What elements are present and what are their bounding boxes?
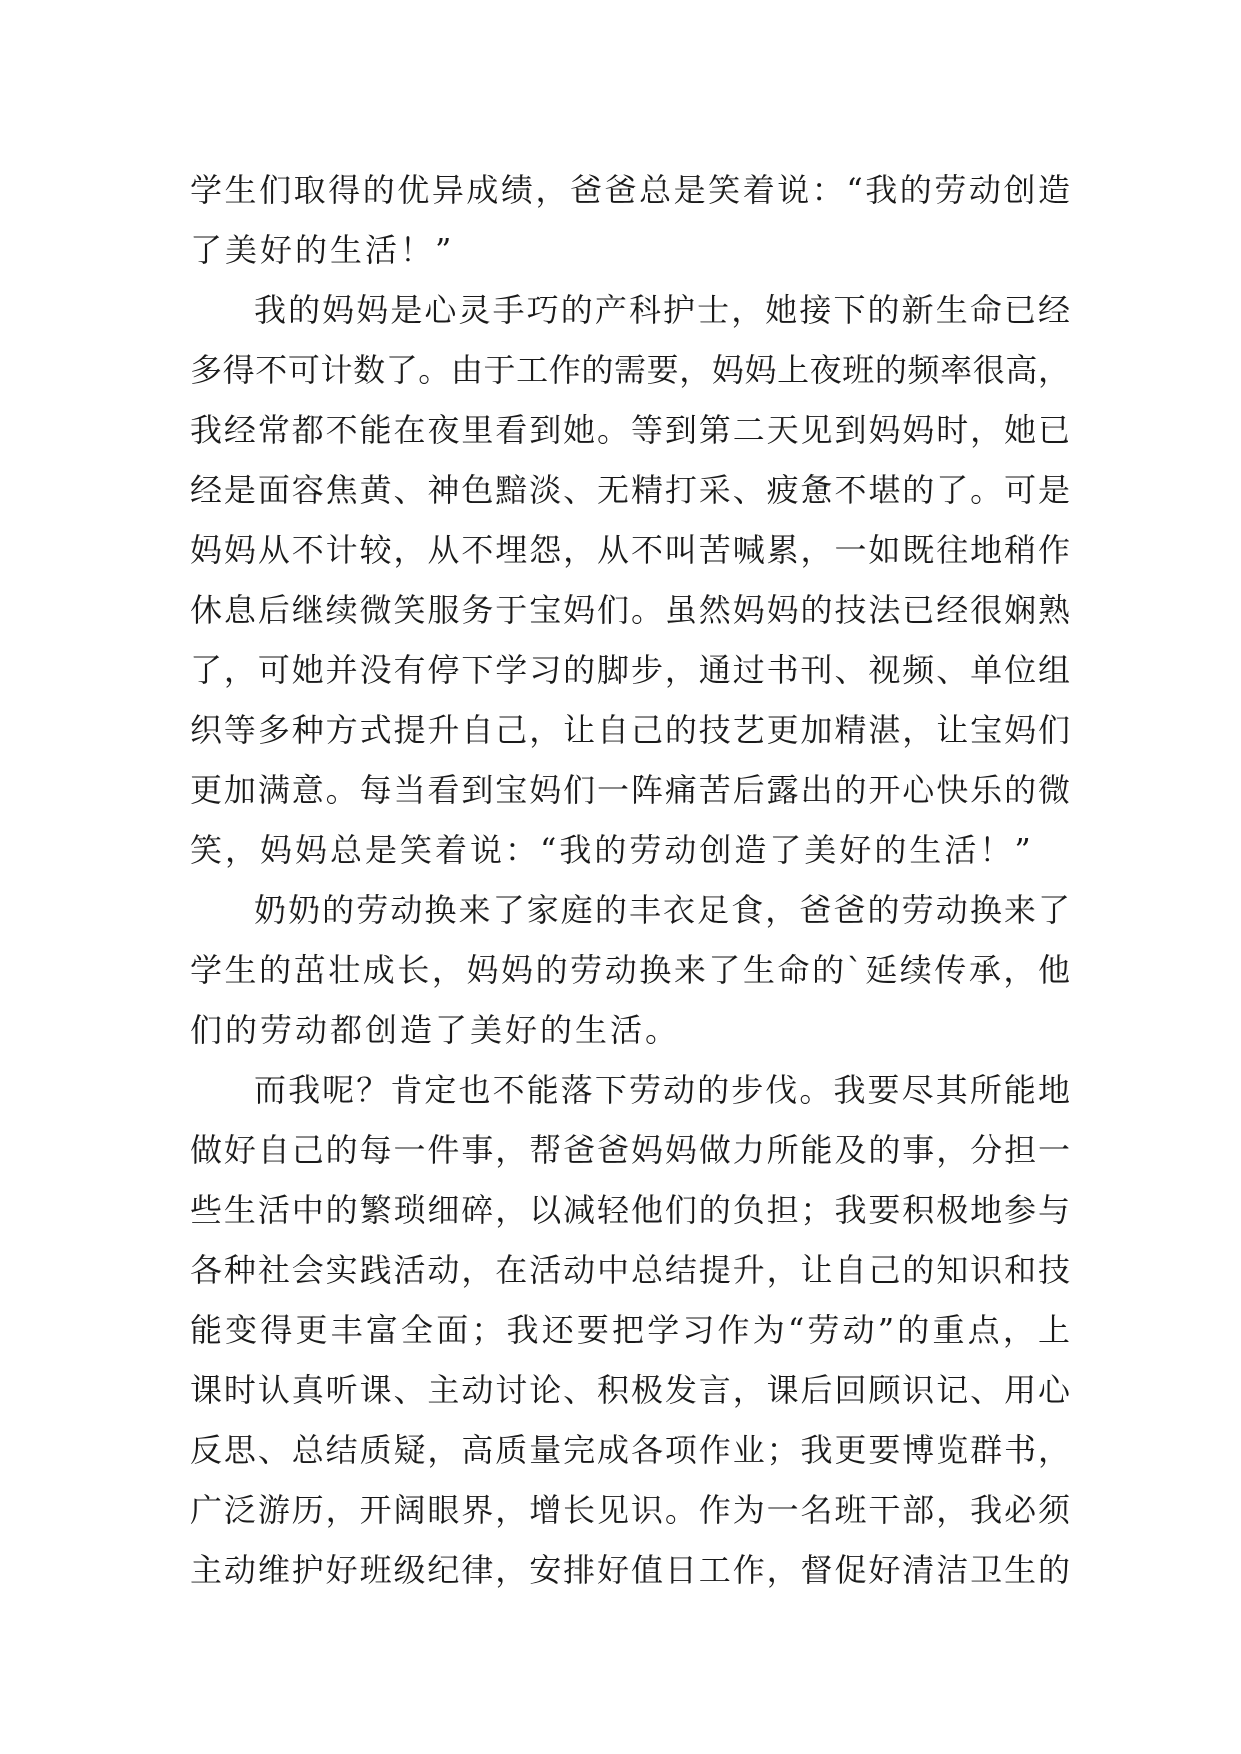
text-line: 休息后继续微笑服务于宝妈们。虽然妈妈的技法已经很娴熟 <box>190 591 1070 629</box>
text-line: 笑，妈妈总是笑着说：“我的劳动创造了美好的生活！” <box>190 831 1034 869</box>
text-line: 们的劳动都创造了美好的生活。 <box>190 1011 681 1049</box>
text-line: 我经常都不能在夜里看到她。等到第二天见到妈妈时，她已 <box>190 411 1070 449</box>
paragraph-first-line: 奶奶的劳动换来了家庭的丰衣足食，爸爸的劳动换来了 <box>254 891 1070 929</box>
text-line: 些生活中的繁琐细碎，以减轻他们的负担；我要积极地参与 <box>190 1191 1070 1229</box>
text-line: 经是面容焦黄、神色黯淡、无精打采、疲惫不堪的了。可是 <box>190 471 1070 509</box>
text-line: 学生们取得的优异成绩，爸爸总是笑着说：“我的劳动创造 <box>190 171 1070 209</box>
text-line: 更加满意。每当看到宝妈们一阵痛苦后露出的开心快乐的微 <box>190 771 1070 809</box>
text-line: 主动维护好班级纪律，安排好值日工作，督促好清洁卫生的 <box>190 1551 1070 1589</box>
text-line: 能变得更丰富全面；我还要把学习作为“劳动”的重点，上 <box>190 1311 1070 1349</box>
essay-body <box>190 160 1070 1600</box>
text-line: 妈妈从不计较，从不埋怨，从不叫苦喊累，一如既往地稍作 <box>190 531 1070 569</box>
text-line: 广泛游历，开阔眼界，增长见识。作为一名班干部，我必须 <box>190 1491 1070 1529</box>
paragraph-first-line: 我的妈妈是心灵手巧的产科护士，她接下的新生命已经 <box>254 291 1070 329</box>
text-line: 做好自己的每一件事，帮爸爸妈妈做力所能及的事，分担一 <box>190 1131 1070 1169</box>
text-line: 了美好的生活！” <box>190 231 455 269</box>
text-line: 织等多种方式提升自己，让自己的技艺更加精湛，让宝妈们 <box>190 711 1070 749</box>
text-line: 学生的茁壮成长，妈妈的劳动换来了生命的`延续传承，他 <box>190 951 1070 989</box>
paragraph-first-line: 而我呢？肯定也不能落下劳动的步伐。我要尽其所能地 <box>254 1071 1070 1109</box>
text-line: 反思、总结质疑，高质量完成各项作业；我更要博览群书， <box>190 1431 1070 1469</box>
text-line: 了，可她并没有停下学习的脚步，通过书刊、视频、单位组 <box>190 651 1070 689</box>
text-line: 课时认真听课、主动讨论、积极发言，课后回顾识记、用心 <box>190 1371 1070 1409</box>
text-line: 多得不可计数了。由于工作的需要，妈妈上夜班的频率很高， <box>190 351 1070 389</box>
text-line: 各种社会实践活动，在活动中总结提升，让自己的知识和技 <box>190 1251 1070 1289</box>
